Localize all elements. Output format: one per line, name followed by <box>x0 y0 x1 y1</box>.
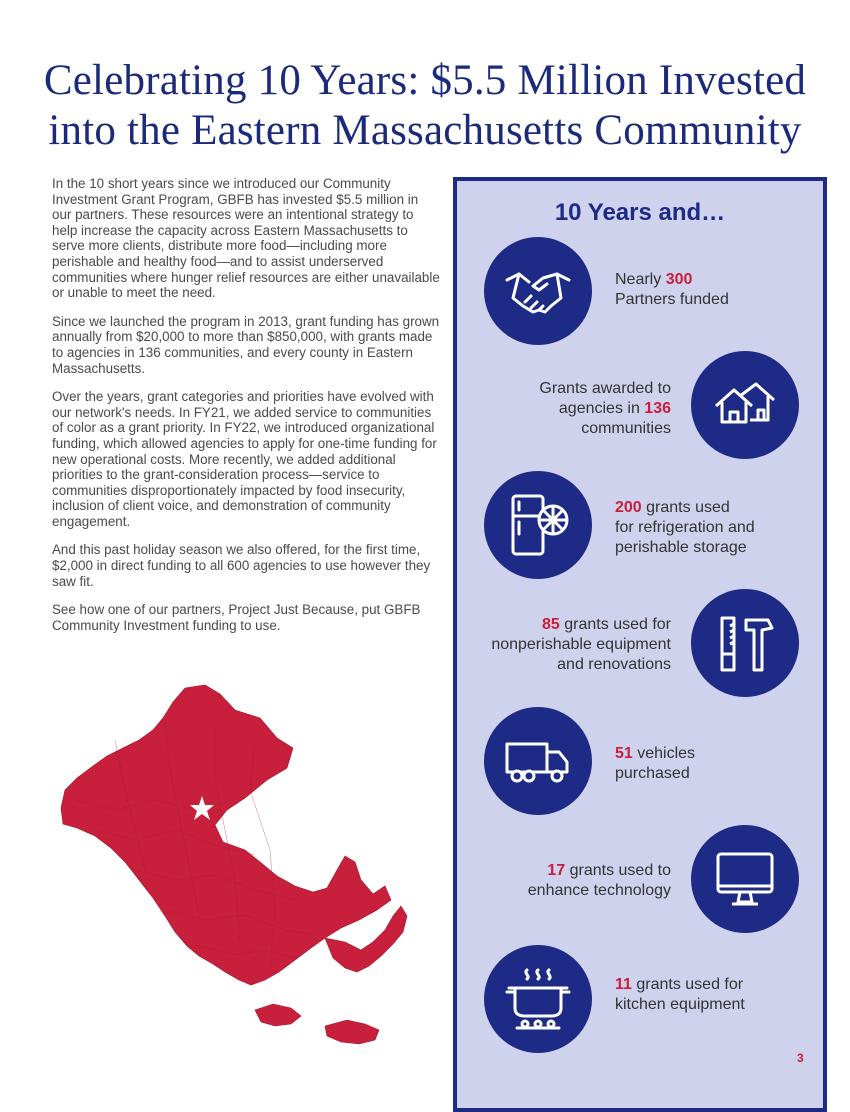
stat-communities <box>457 351 823 461</box>
title-line-2: into the Eastern Massachusetts Community <box>48 107 802 154</box>
stat-kitchen <box>457 945 823 1055</box>
tools-icon <box>691 589 799 697</box>
stat-text: 85 grants used for nonperishable equipment and renovations <box>491 616 671 673</box>
stat-text: 200 grants used for refrigeration and perishable storage <box>615 499 755 556</box>
house-icon <box>691 351 799 459</box>
page-title <box>20 56 830 156</box>
paragraph: And this past holiday season we also offered, for the first time, $2,000 in direct funding to all 600 agencies to use however they saw fit. <box>52 542 431 589</box>
pot-icon <box>484 945 592 1053</box>
handshake-icon <box>484 237 592 345</box>
stat-text: 11 grants used for kitchen equipment <box>615 976 745 1013</box>
stat-renovations <box>457 589 823 699</box>
stat-partners <box>457 237 823 347</box>
panel-title: 10 Years and… <box>554 199 726 226</box>
stat-text: 17 grants used to enhance technology <box>527 862 671 899</box>
body-text <box>52 176 440 646</box>
page-number: 3 <box>797 1051 804 1065</box>
monitor-icon <box>691 825 799 933</box>
paragraph: Since we launched the program in 2013, grant funding has grown annually from $20,000 to more than $850,000, with grants made to agencies in 136 communities, and every county in Eastern Massachusetts. <box>52 313 440 376</box>
stat-vehicles <box>457 707 823 817</box>
stat-technology <box>457 825 823 935</box>
paragraph: In the 10 short years since we introduced our Community Investment Grant Program, GBFB has invested $5.5 million in our partners. These resources were an intentional strategy to help increase the capacity across Eastern Massachusetts to serve more clients, distribute more food—including more perishable and healthy food—and to assist underserved communities where hunger relief resources are either unavailable or unable to meet the need. <box>52 176 440 301</box>
eastern-massachusetts-map <box>55 680 415 1065</box>
paragraph: Over the years, grant categories and priorities have evolved with our network's needs. In FY21, we added service to communities of color as a grant priority. In FY22, we introduced organizational funding, which allowed agencies to apply for one-time funding for new operational costs. More recently, we added additional priorities to the grant-consideration process—service to communities disproportionately impacted by food insecurity, inclusion of client voice, and demonstration of community engagement. <box>52 389 437 529</box>
title-line-1: Celebrating 10 Years: $5.5 Million Invested <box>43 57 807 104</box>
refrigerator-icon <box>484 471 592 579</box>
stat-text: Nearly 300 Partners funded <box>615 271 729 308</box>
stat-refrigeration <box>457 471 823 581</box>
stats-panel <box>453 177 827 1112</box>
stat-text: Grants awarded to agencies in 136 communities <box>539 380 671 437</box>
truck-icon <box>484 707 592 815</box>
paragraph: See how one of our partners, Project Just Because, put GBFB Community Investment funding to use. <box>52 602 421 633</box>
stat-text: 51 vehicles purchased <box>615 745 696 782</box>
